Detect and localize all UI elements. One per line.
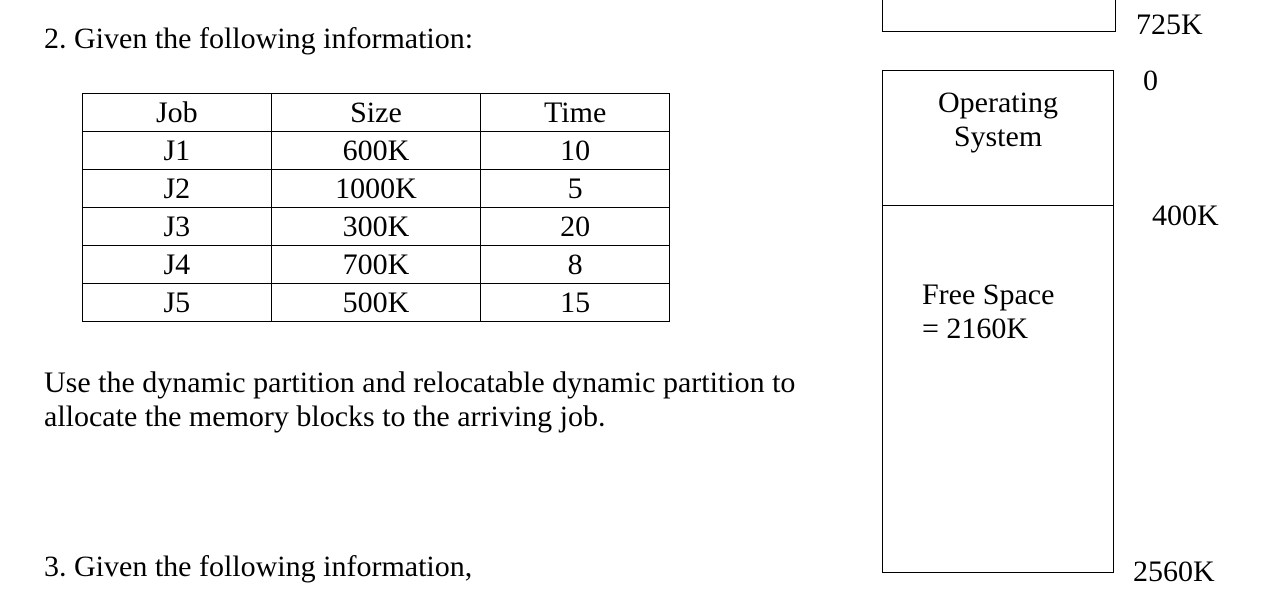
time-cell: 10	[481, 132, 670, 170]
size-cell: 500K	[271, 284, 481, 322]
address-label-end: 2560K	[1133, 555, 1215, 588]
table-row	[83, 132, 670, 170]
column-header-time: Time	[481, 94, 670, 132]
address-label-start: 0	[1143, 64, 1158, 97]
os-partition-divider	[882, 205, 1114, 206]
question-2-instruction	[44, 366, 795, 434]
job-cell: J5	[83, 284, 272, 322]
free-space-line: Free Space	[922, 278, 1055, 311]
size-cell: 700K	[271, 246, 481, 284]
job-cell: J1	[83, 132, 272, 170]
table-header-row	[83, 94, 670, 132]
job-cell: J2	[83, 170, 272, 208]
size-cell: 600K	[271, 132, 481, 170]
free-space-label	[922, 278, 1054, 346]
job-cell: J3	[83, 208, 272, 246]
job-table	[82, 93, 670, 322]
os-label-line: System	[953, 120, 1043, 153]
table-row	[83, 208, 670, 246]
address-label-725k: 725K	[1136, 8, 1203, 41]
instruction-line: allocate the memory blocks to the arriving job.	[44, 400, 606, 433]
question-2-heading: 2. Given the following information:	[44, 22, 474, 55]
free-space-line: = 2160K	[922, 312, 1029, 345]
table-row	[83, 246, 670, 284]
address-label-os-end: 400K	[1152, 199, 1219, 232]
table-row	[83, 170, 670, 208]
time-cell: 8	[481, 246, 670, 284]
operating-system-label	[884, 86, 1112, 154]
column-header-job: Job	[83, 94, 272, 132]
question-3-heading: 3. Given the following information,	[44, 550, 473, 583]
time-cell: 15	[481, 284, 670, 322]
column-header-size: Size	[271, 94, 481, 132]
instruction-line: Use the dynamic partition and relocatable dynamic partition to	[44, 366, 796, 399]
time-cell: 20	[481, 208, 670, 246]
size-cell: 300K	[271, 208, 481, 246]
job-cell: J4	[83, 246, 272, 284]
size-cell: 1000K	[271, 170, 481, 208]
previous-memory-box	[882, 0, 1116, 32]
table-row	[83, 284, 670, 322]
time-cell: 5	[481, 170, 670, 208]
os-label-line: Operating	[938, 86, 1058, 119]
